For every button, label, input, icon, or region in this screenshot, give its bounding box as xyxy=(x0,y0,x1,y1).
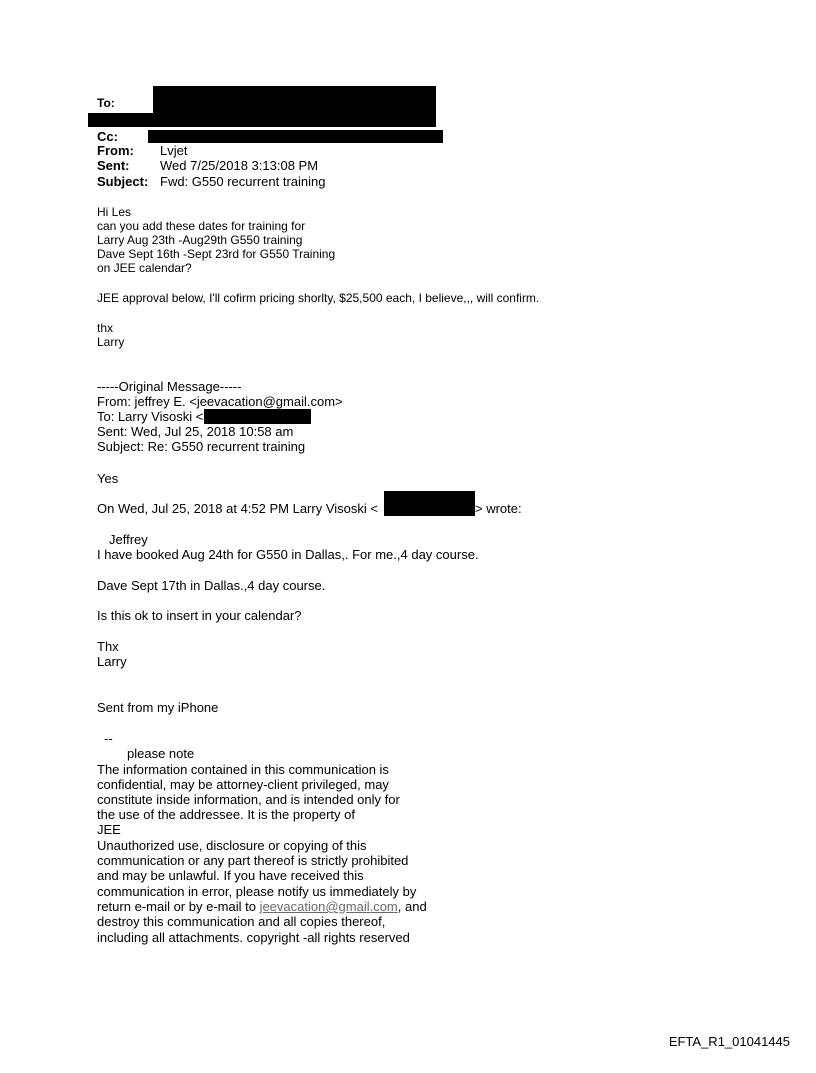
disclaimer-line: The information contained in this communication is xyxy=(97,762,389,777)
signature-dashes: -- xyxy=(104,731,113,746)
return-suffix: , and xyxy=(397,899,427,914)
sent-value: Wed 7/25/2018 3:13:08 PM xyxy=(160,158,319,173)
disclaimer-note: please note xyxy=(127,746,195,761)
from-label: From: xyxy=(97,143,134,158)
quote-line: Is this ok to insert in your calendar? xyxy=(97,608,302,623)
body-line: Hi Les xyxy=(97,205,132,219)
disclaimer-line: JEE xyxy=(97,822,121,837)
reply-text: Yes xyxy=(97,471,119,486)
sent-from-iphone: Sent from my iPhone xyxy=(97,700,219,715)
sent-label: Sent: xyxy=(97,158,130,173)
body-line: on JEE calendar? xyxy=(97,261,192,275)
disclaimer-line: including all attachments. copyright -all rights reserved xyxy=(97,930,410,945)
to-label: To: xyxy=(97,96,115,110)
disclaimer-return-line xyxy=(97,899,427,915)
original-subject: Subject: Re: G550 recurrent training xyxy=(97,439,306,454)
original-divider: -----Original Message----- xyxy=(97,379,242,394)
original-from: From: jeffrey E. <jeevacation@gmail.com> xyxy=(97,394,343,409)
disclaimer-line: destroy this communication and all copies thereof, xyxy=(97,914,386,929)
disclaimer-line: confidential, may be attorney-client privileged, may xyxy=(97,777,389,792)
redaction-to xyxy=(153,86,436,127)
signoff-line: thx xyxy=(97,321,114,335)
quote-greeting: Jeffrey xyxy=(109,532,148,547)
redaction-cc xyxy=(148,130,443,143)
quote-suffix: > wrote: xyxy=(474,501,522,516)
original-sent: Sent: Wed, Jul 25, 2018 10:58 am xyxy=(97,424,294,439)
disclaimer-line: the use of the addressee. It is the property of xyxy=(97,807,355,822)
disclaimer-line: and may be unlawful. If you have received this xyxy=(97,868,364,883)
disclaimer-line: constitute inside information, and is intended only for xyxy=(97,792,400,807)
original-to: To: Larry Visoski < xyxy=(97,409,204,424)
body-line: Larry Aug 23th -Aug29th G550 training xyxy=(97,233,303,247)
body-line: Dave Sept 16th -Sept 23rd for G550 Training xyxy=(97,247,336,261)
redaction-original-to xyxy=(204,409,311,424)
disclaimer-line: communication in error, please notify us immediately by xyxy=(97,884,417,899)
from-value: Lvjet xyxy=(160,143,188,158)
signoff-line: Larry xyxy=(97,335,125,349)
approval-line: JEE approval below, I'll cofirm pricing shorlty, $25,500 each, I believe,,, will confirm. xyxy=(97,291,540,305)
email-link[interactable]: jeevacation@gmail.com xyxy=(259,899,398,914)
redaction-quote-email xyxy=(384,491,475,516)
quote-line: Dave Sept 17th in Dallas.,4 day course. xyxy=(97,578,326,593)
document-id: EFTA_R1_01041445 xyxy=(668,1034,790,1049)
quote-signoff: Thx xyxy=(97,639,119,654)
disclaimer-line: Unauthorized use, disclosure or copying of this xyxy=(97,838,367,853)
body-line: can you add these dates for training for xyxy=(97,219,306,233)
redaction-to-line xyxy=(88,113,154,127)
quote-line: I have booked Aug 24th for G550 in Dallas,. For me.,4 day course. xyxy=(97,547,479,562)
quote-signoff: Larry xyxy=(97,654,127,669)
quote-prefix: On Wed, Jul 25, 2018 at 4:52 PM Larry Visoski < xyxy=(97,501,378,516)
disclaimer-line: communication or any part thereof is strictly prohibited xyxy=(97,853,409,868)
return-prefix: return e-mail or by e-mail to xyxy=(97,899,260,914)
subject-value: Fwd: G550 recurrent training xyxy=(160,174,326,189)
cc-label: Cc: xyxy=(97,129,118,144)
subject-label: Subject: xyxy=(97,174,149,189)
